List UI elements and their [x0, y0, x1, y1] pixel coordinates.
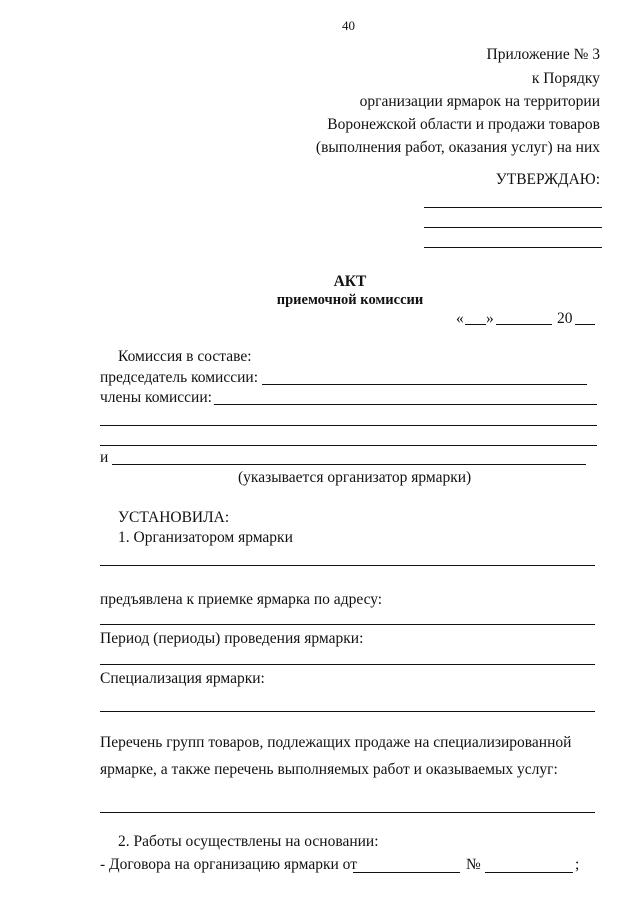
organizer-note: (указывается организатор ярмарки): [238, 469, 472, 486]
contract-number-line: [485, 872, 573, 873]
members-label: члены комиссии:: [100, 389, 212, 406]
members-line-1: [214, 404, 597, 405]
appendix-line-1: Приложение № 3: [486, 46, 600, 63]
item-1-organizer: 1. Организатором ярмарки: [118, 529, 293, 546]
period-line: [100, 664, 595, 665]
approve-line-1: [424, 207, 602, 208]
appendix-line-5: (выполнения работ, оказания услуг) на них: [315, 139, 600, 156]
specialization-line: [100, 711, 595, 712]
page-number: 40: [342, 18, 355, 33]
appendix-line-2: к Порядку: [531, 70, 600, 87]
goods-list-line: [100, 812, 595, 813]
organizer-line: [112, 464, 586, 465]
specialization-label: Специализация ярмарки:: [100, 670, 265, 687]
number-sign: №: [466, 856, 481, 873]
document-subtitle: приемочной комиссии: [276, 292, 424, 308]
chairman-line: [262, 384, 587, 385]
organizer-name-line: [100, 565, 595, 566]
appendix-line-4: Воронежской области и продажи товаров: [327, 116, 600, 133]
item-2-basis: 2. Работы осуществлены на основании:: [118, 833, 379, 850]
date-day-line: [465, 324, 486, 325]
contract-date-line: [353, 872, 460, 873]
presented-address-label: предъявлена к приемке ярмарка по адресу:: [100, 591, 383, 608]
approve-line-2: [424, 227, 602, 228]
contract-label: - Договора на организацию ярмарки от: [100, 856, 357, 873]
approve-label: УТВЕРЖДАЮ:: [495, 171, 600, 188]
approve-line-3: [424, 247, 602, 248]
chairman-label: председатель комиссии:: [100, 369, 259, 386]
appendix-line-3: организации ярмарок на территории: [359, 93, 600, 110]
date-open-quote: «: [456, 310, 464, 327]
commission-composition: Комиссия в составе:: [118, 348, 252, 365]
date-year-line: [575, 324, 595, 325]
date-year-prefix: 20: [557, 310, 573, 327]
goods-list-line-2: ярмарке, а также перечень выполняемых работ и оказываемых услуг:: [100, 761, 558, 778]
document-title: АКТ: [333, 273, 367, 290]
date-close-quote: »: [486, 310, 494, 327]
members-line-3: [100, 445, 597, 446]
semicolon: ;: [575, 856, 580, 873]
goods-list-line-1: Перечень групп товаров, подлежащих продаже на специализированной: [100, 734, 572, 751]
members-line-2: [100, 425, 597, 426]
date-month-line: [496, 324, 552, 325]
and-label: и: [100, 449, 109, 466]
address-line: [100, 624, 595, 625]
period-label: Период (периоды) проведения ярмарки:: [100, 630, 364, 647]
established-heading: УСТАНОВИЛА:: [118, 509, 230, 526]
